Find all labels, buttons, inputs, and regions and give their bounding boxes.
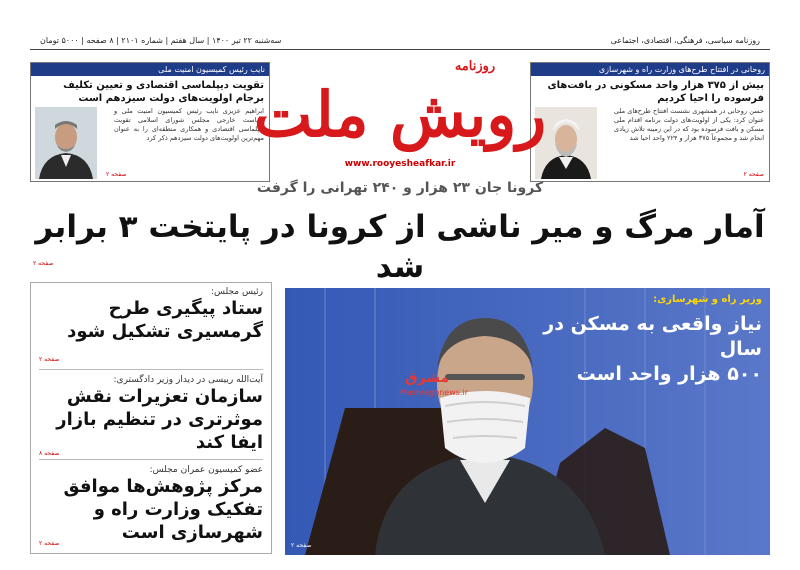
side-story[interactable] [39, 287, 263, 367]
story-bar: روحانی در افتتاح طرح‌های وزارت راه و شهرسازی [531, 63, 769, 76]
story-bar: نایب رئیس کمیسیون امنیت ملی [31, 63, 269, 76]
azizi-photo [35, 107, 97, 179]
story-body: ابراهیم عزیزی نایب رئیس کمیسیون امنیت ملی و سیاست خارجی مجلس شورای اسلامی تقویت دیپلماسی اقتصادی و همکاری منطقه‌ای را به عنوان مهم‌ترین اولویت‌های دولت سیزدهم ذکر کرد [114, 107, 264, 142]
page-ref: صفحه ۲ [106, 171, 127, 178]
divider [39, 459, 263, 460]
side-story-head: سازمان تعزیرات نقش موثرتری در تنظیم بازار ایفا کند [56, 386, 263, 453]
story-title: تقویت دیپلماسی اقتصادی و تعیین تکلیف برجام اولویت‌های دولت سیزدهم است [63, 80, 264, 104]
photo-title [522, 312, 762, 387]
side-story-kicker: آیت‌الله رییسی در دیدار وزیر دادگستری: [113, 375, 263, 385]
side-story-page: صفحه ۲ [39, 540, 60, 547]
side-story-kicker: رئیس مجلس: [210, 287, 263, 297]
masthead-logo [253, 38, 547, 151]
masthead-name: رویش ملت [253, 78, 547, 151]
newspaper-tagline: روزنامه سیاسی، فرهنگی، اقتصادی، اجتماعی [610, 36, 760, 45]
side-story[interactable] [39, 465, 263, 547]
photo-kicker: وزیر راه و شهرسازی: [653, 294, 762, 305]
side-story-page: صفحه ۲ [39, 356, 60, 363]
issue-info: سه‌شنبه ۲۲ تیر ۱۴۰۰ | سال هفتم | شماره ۲۱۰۱ | ۸ صفحه | ۵۰۰۰ تومان [40, 36, 282, 45]
side-story-kicker: عضو کمیسیون عمران مجلس: [149, 465, 263, 475]
top-left-story[interactable] [30, 62, 270, 182]
main-headline[interactable]: آمار مرگ و میر ناشی از کرونا در پایتخت ۳ برابر شد [35, 209, 765, 285]
photo-page-ref: صفحه ۲ [291, 542, 312, 549]
watermark-url: Mashreghnews.ir [400, 388, 468, 397]
side-story-head: مرکز پژوهش‌ها موافق تفکیک وزارت راه و شهرسازی است [63, 476, 263, 543]
main-photo[interactable] [285, 288, 770, 555]
watermark: مشرق [405, 370, 450, 386]
masthead-small: روزنامه [454, 59, 496, 74]
website-url[interactable]: www.rooyesheafkar.ir [344, 159, 456, 169]
top-right-story[interactable] [530, 62, 770, 182]
side-story[interactable] [39, 375, 263, 455]
headline-page-ref: صفحه ۲ [33, 260, 54, 267]
divider [39, 369, 263, 370]
story-body: حسن روحانی در همشهری نشست افتتاح طرح‌های ملی عنوان کرد: یکی از اولویت‌های دولت برنامه اقدام ملی مسکن و بافت فرسوده بود که در این زمینه تلاش زیادی انجام شد و مجموعاً ۳۷۵ هزار و ۲۲۴ واحد احیا شد [614, 107, 764, 142]
story-title: بیش از ۳۷۵ هزار واحد مسکونی در بافت‌های فرسوده را احیا کردیم [547, 80, 764, 104]
subheadline: کرونا جان ۲۳ هزار و ۲۴۰ تهرانی را گرفت [256, 180, 544, 196]
page-ref: صفحه ۲ [743, 171, 764, 178]
photo-title-line1: نیاز واقعی به مسکن در سال [543, 313, 762, 360]
side-story-head: ستاد پیگیری طرح گرمسیری تشکیل شود [67, 298, 263, 342]
side-stories [30, 282, 272, 554]
photo-title-line2: ۵۰۰ هزار واحد است [576, 363, 762, 385]
side-story-page: صفحه ۸ [39, 450, 60, 457]
